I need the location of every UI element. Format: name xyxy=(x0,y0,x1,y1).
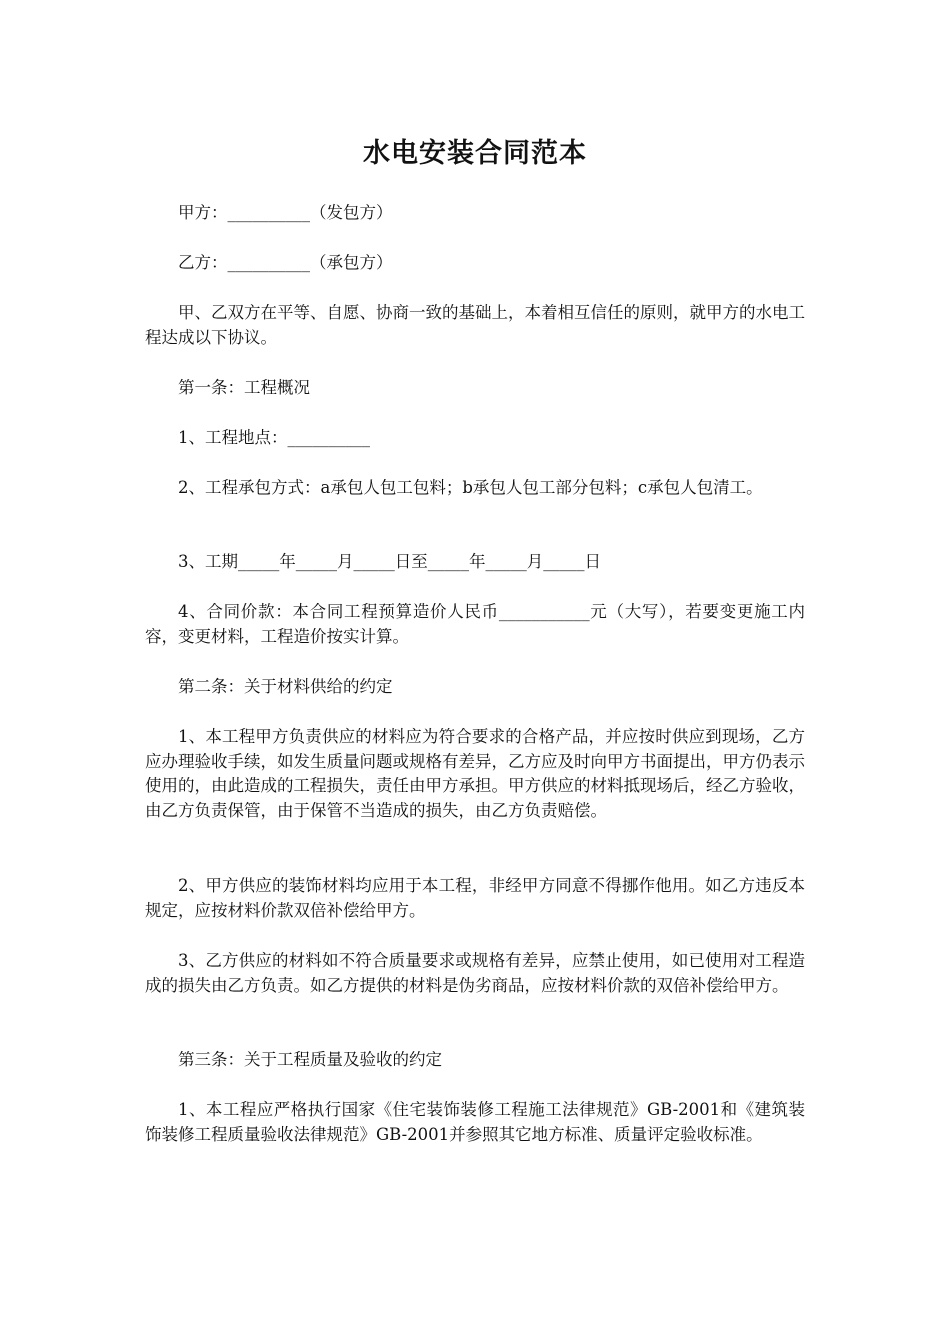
article-1-heading: 第一条：工程概况 xyxy=(178,378,310,397)
party-b-line: 乙方：__________（承包方） xyxy=(178,253,393,272)
preamble-paragraph: 甲、乙双方在平等、自愿、协商一致的基础上，本着相互信任的原则，就甲方的水电工程达成以下协议。 xyxy=(145,303,805,347)
article-3-heading: 第三条：关于工程质量及验收的约定 xyxy=(178,1050,442,1069)
article-1-item-2: 2、工程承包方式：a承包人包工包料；b承包人包工部分包料；c承包人包清工。 xyxy=(178,478,763,497)
party-a-line: 甲方：__________（发包方） xyxy=(178,203,393,222)
article-1-item-3: 3、工期_____年_____月_____日至_____年_____月_____日 xyxy=(178,552,601,571)
article-2-item-3: 3、乙方供应的材料如不符合质量要求或规格有差异，应禁止使用，如已使用对工程造成的损失由乙方负责。如乙方提供的材料是伪劣商品，应按材料价款的双倍补偿给甲方。 xyxy=(145,951,805,995)
article-3-item-1: 1、本工程应严格执行国家《住宅装饰装修工程施工法律规范》GB-2001和《建筑装饰装修工程质量验收法律规范》GB-2001并参照其它地方标准、质量评定验收标准。 xyxy=(145,1100,805,1144)
article-2-item-1: 1、本工程甲方负责供应的材料应为符合要求的合格产品，并应按时供应到现场，乙方应办理验收手续，如发生质量问题或规格有差异，乙方应及时向甲方书面提出，甲方仍表示使用的，由此造成的工程损失，责任由甲方承担。甲方供应的材料抵现场后，经乙方验收，由乙方负责保管，由于保管不当造成的损失，由乙方负责赔偿。 xyxy=(145,727,805,820)
article-1-item-1: 1、工程地点：__________ xyxy=(178,428,370,447)
document-title: 水电安装合同范本 xyxy=(363,138,587,169)
article-1-item-4: 4、合同价款：本合同工程预算造价人民币___________元（大写），若要变更施工内容，变更材料，工程造价按实计算。 xyxy=(145,602,805,646)
article-2-item-2: 2、甲方供应的装饰材料均应用于本工程，非经甲方同意不得挪作他用。如乙方违反本规定，应按材料价款双倍补偿给甲方。 xyxy=(145,876,805,920)
article-2-heading: 第二条：关于材料供给的约定 xyxy=(178,677,393,696)
